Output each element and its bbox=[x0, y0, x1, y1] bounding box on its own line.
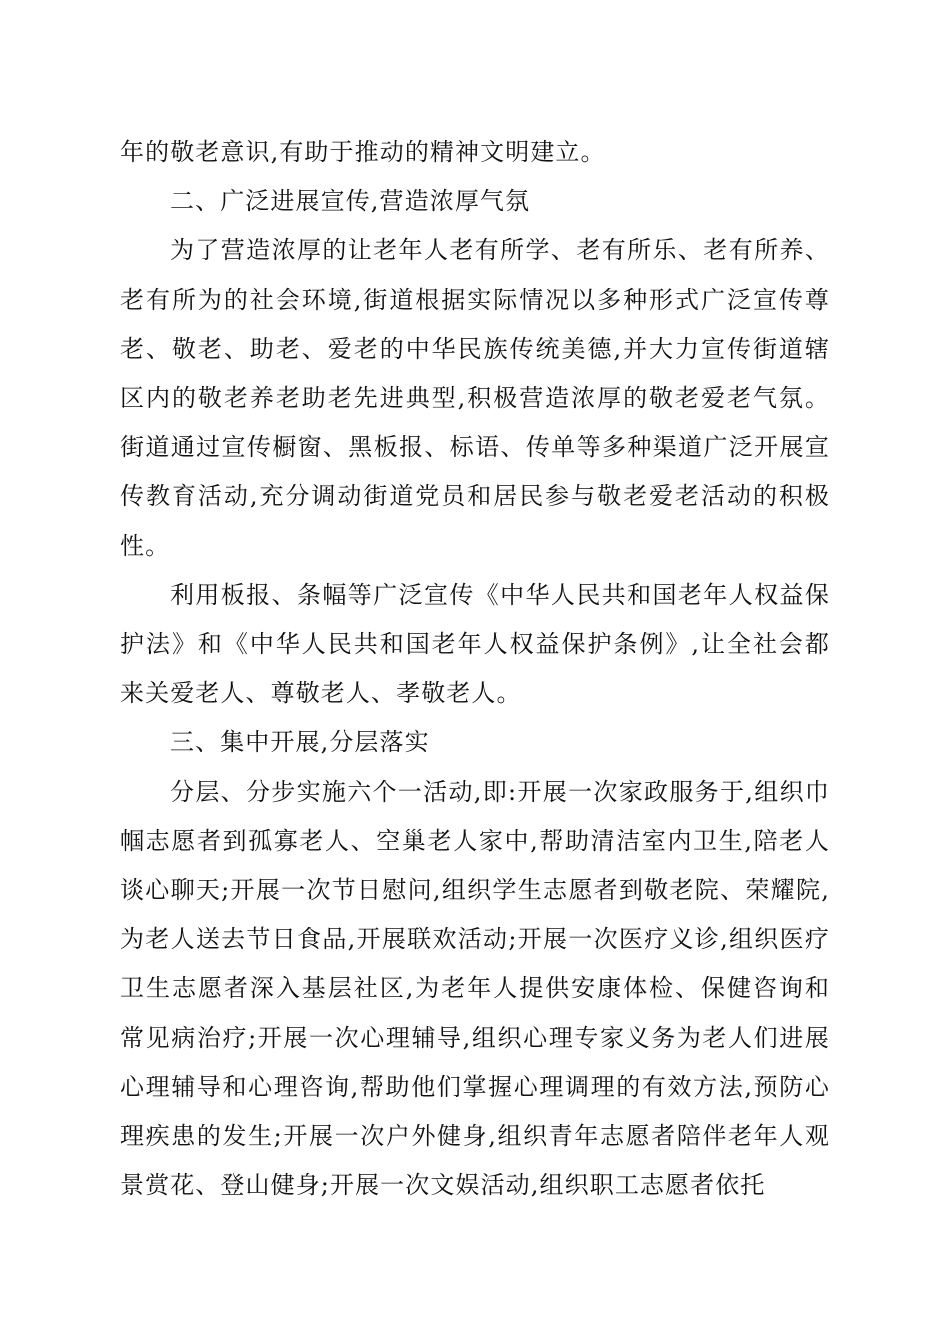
section-heading-2: 二、广泛进展宣传,营造浓厚气氛 bbox=[170, 187, 531, 216]
paragraph-continuation: 年的敬老意识,有助于推动的精神文明建立。 bbox=[120, 138, 606, 166]
paragraph-six-activities: 分层、分步实施六个一活动,即:开展一次家政服务于,组织巾帼志愿者到孤寡老人、空巢老人家中,帮助清洁室内卫生,陪老人谈心聊天;开展一次节日慰问,组织学生志愿者到敬老院、荣耀院,为老人送去节日食品,开展联欢活动;开展一次医疗义诊,组织医疗卫生志愿者深入基层社区,为老年人提供安康体检、保健咨询和常见病治疗;开展一次心理辅导,组织心理专家义务为老人们进展心理辅导和心理咨询,帮助他们掌握心理调理的有效方法,预防心理疾患的发生;开展一次户外健身,组织青年志愿者陪伴老年人观景赏花、登山健身;开展一次文娱活动,组织职工志愿者依托 bbox=[120, 777, 830, 1200]
document-body bbox=[120, 128, 830, 1210]
paragraph-publicity: 为了营造浓厚的让老年人老有所学、老有所乐、老有所养、老有所为的社会环境,街道根据实际情况以多种形式广泛宣传尊老、敬老、助老、爱老的中华民族传统美德,并大力宣传街道辖区内的敬老养老助老先进典型,积极营造浓厚的敬老爱老气氛。街道通过宣传橱窗、黑板报、标语、传单等多种渠道广泛开展宣传教育活动,充分调动街道党员和居民参与敬老爱老活动的积极性。 bbox=[120, 236, 830, 560]
paragraph-law-promotion: 利用板报、条幅等广泛宣传《中华人民共和国老年人权益保护法》和《中华人民共和国老年人权益保护条例》,让全社会都来关爱老人、尊敬老人、孝敬老人。 bbox=[120, 580, 830, 708]
section-heading-3: 三、集中开展,分层落实 bbox=[170, 728, 430, 757]
